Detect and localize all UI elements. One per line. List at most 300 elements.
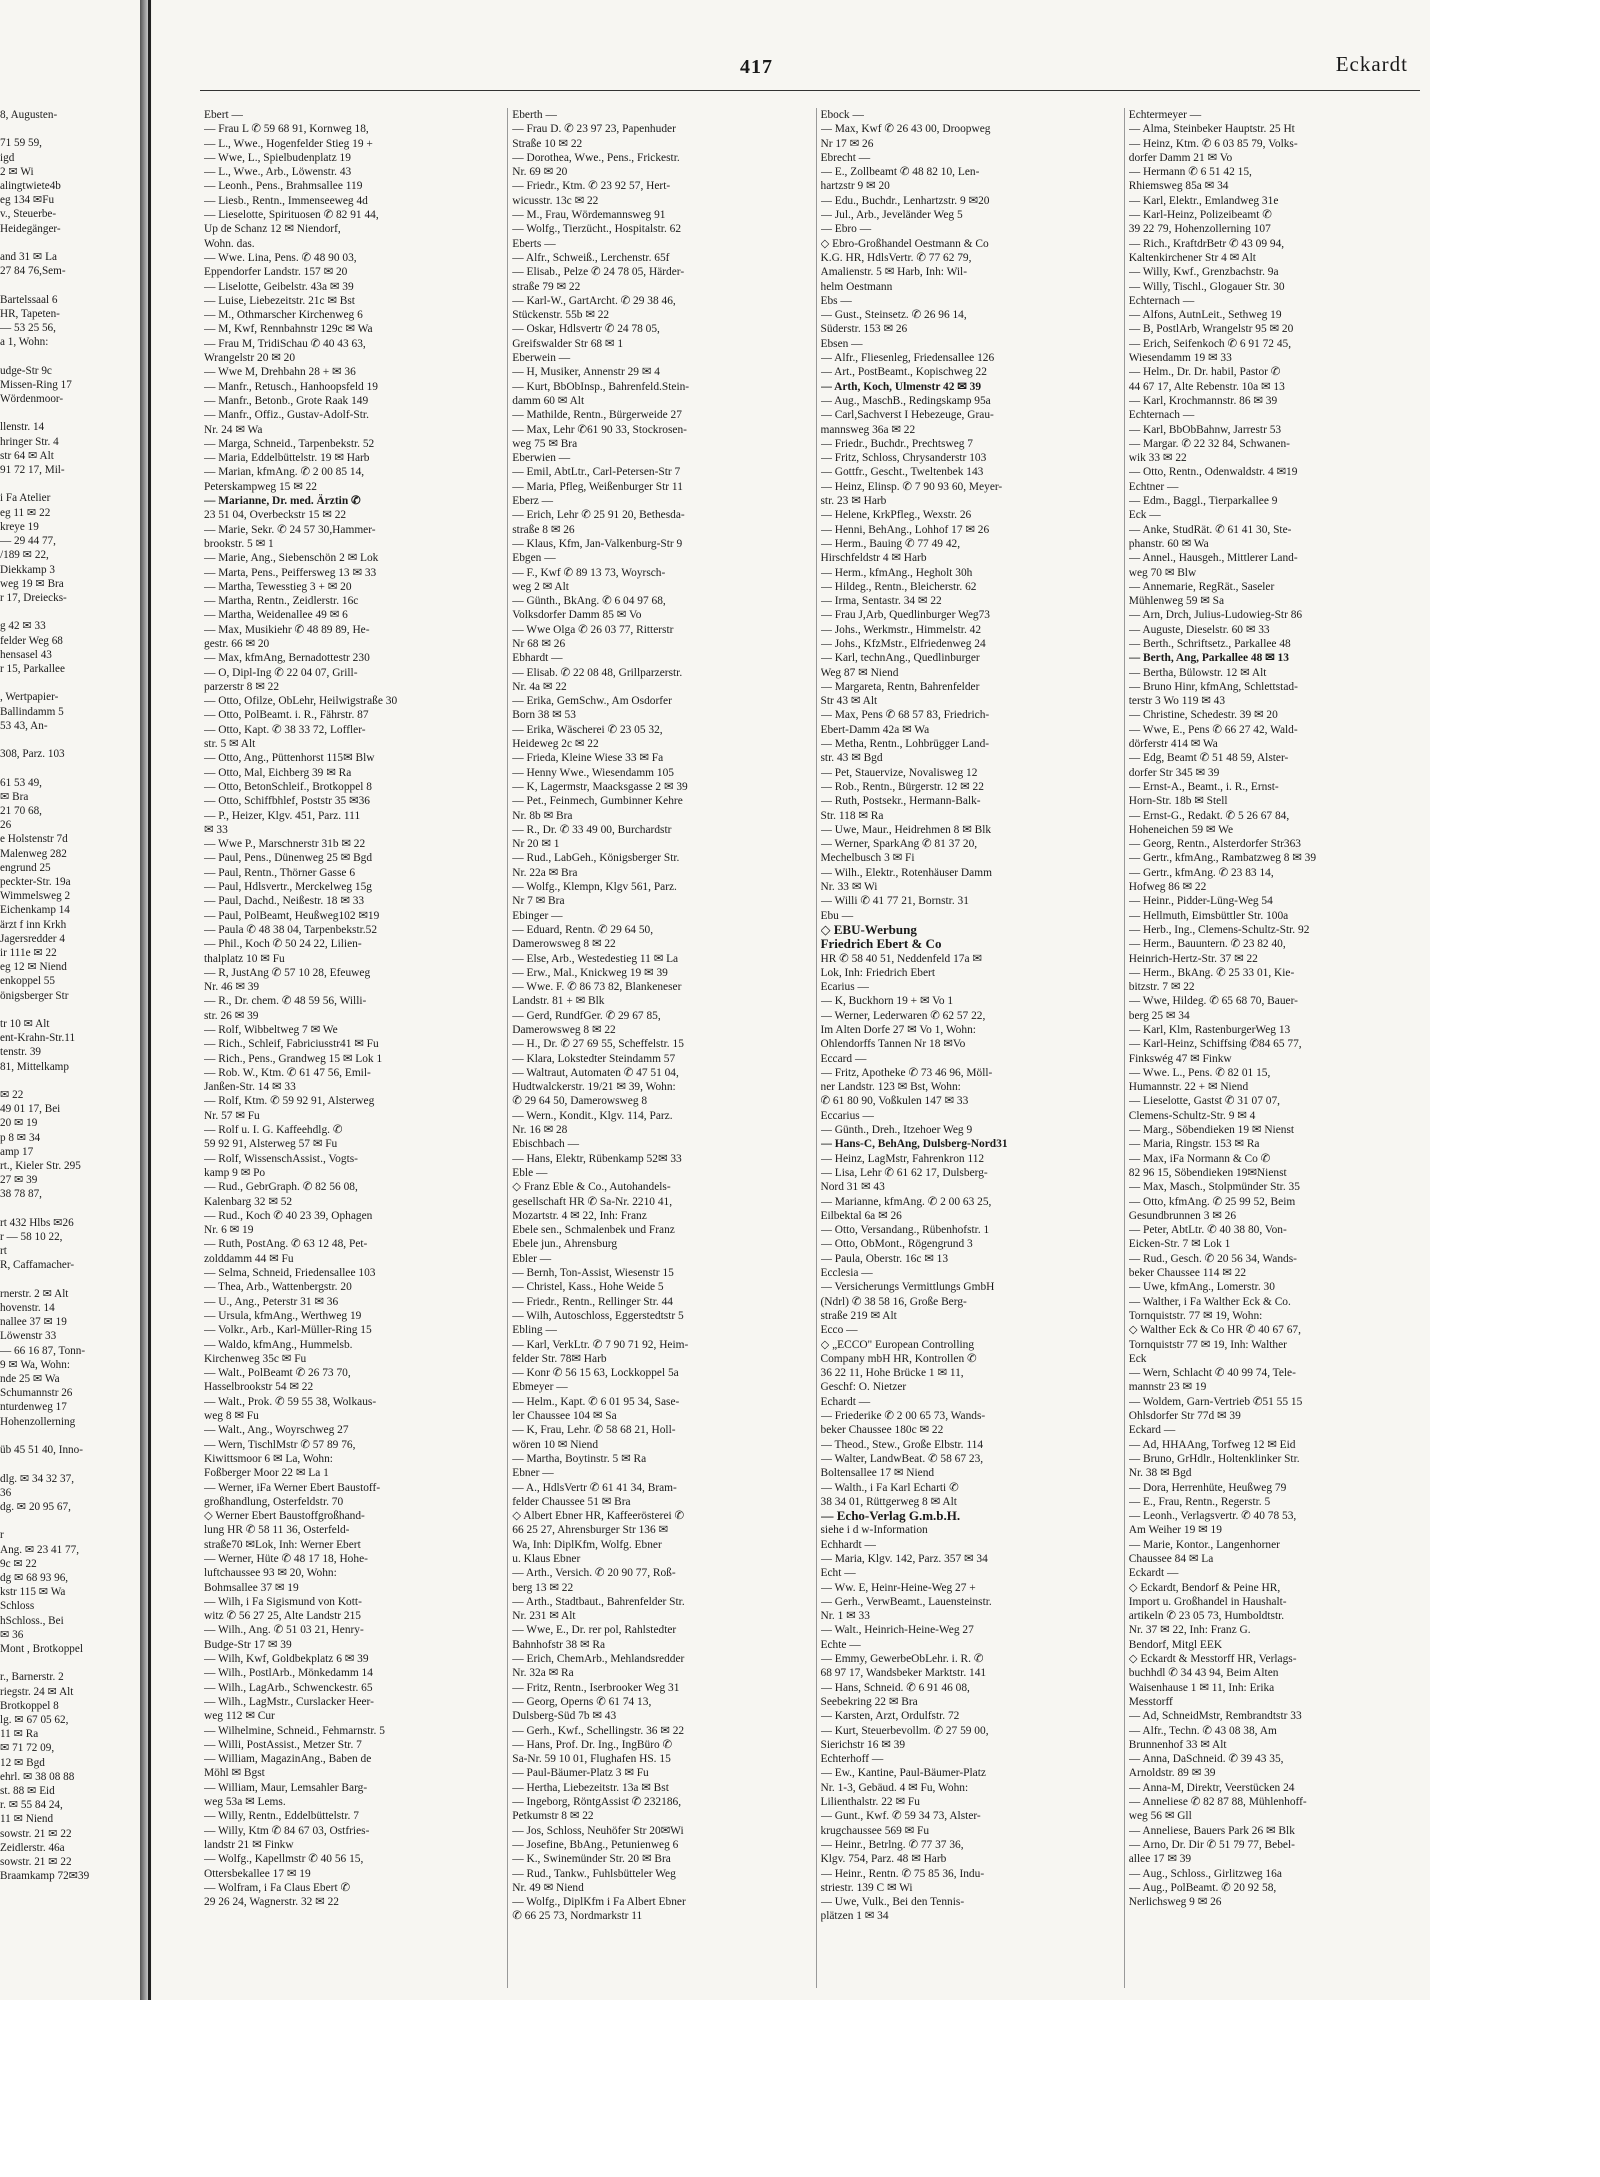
directory-entry: — Paula, Oberstr. 16c ✉ 13 <box>820 1252 949 1265</box>
directory-entry: — Thea, Arb., Wattenbergstr. 20 <box>204 1281 352 1294</box>
directory-entry: — Leonh., Pens., Brahmsallee 119 <box>204 180 363 193</box>
directory-entry: — Karl-W., GartArcht. ✆ 29 38 46, <box>512 294 676 307</box>
surname-heading: Echternach — <box>1128 294 1195 307</box>
directory-entry: — Marie, Sekr. ✆ 24 57 30,Hammer- <box>204 523 376 536</box>
prev-column-line: ehrl. ✉ 38 08 88 <box>0 1770 75 1783</box>
prev-column-line: 53 43, An- <box>0 719 48 732</box>
directory-entry: Nr. 33 ✉ Wi <box>820 881 878 894</box>
directory-entry: — Gerd, RundfGer. ✆ 29 67 85, <box>512 1009 661 1022</box>
directory-entry: — R., Dr. ✆ 33 49 00, Burchardstr <box>512 823 672 836</box>
directory-entry: — Ew., Kantine, Paul-Bäumer-Platz <box>820 1767 986 1780</box>
prev-column-line: Brotkoppel 8 <box>0 1699 59 1712</box>
directory-entry: — Rich., Pens., Grandweg 15 ✉ Lok 1 <box>204 1052 383 1065</box>
directory-entry: — Arn, Drch, Julius-Ludowieg-Str 86 <box>1128 609 1303 622</box>
directory-entry: — Ad, SchneidMstr, Rembrandtstr 33 <box>1128 1710 1302 1723</box>
directory-entry: Hoheneichen 59 ✉ We <box>1128 823 1234 836</box>
directory-entry: Stückenstr. 55b ✉ 22 <box>512 309 610 322</box>
directory-entry: — Alfr., Techn. ✆ 43 08 38, Am <box>1128 1724 1277 1737</box>
directory-entry: — Theod., Stew., Große Elbstr. 114 <box>820 1438 984 1451</box>
directory-entry: — Wwe. L., Pens. ✆ 82 01 15, <box>1128 1066 1271 1079</box>
prev-column-line: riegstr. 24 ✉ Alt <box>0 1685 74 1698</box>
directory-entry: weg 112 ✉ Cur <box>204 1710 275 1723</box>
prev-column-line: nallee 37 ✉ 19 <box>0 1316 67 1329</box>
directory-entry: — Johs., KfzMstr., Elfriedenweg 24 <box>820 637 986 650</box>
directory-entry: — Arth, Koch, Ulmenstr 42 ✉ 39 <box>820 380 982 393</box>
directory-entry: Damerowsweg 8 ✉ 22 <box>512 938 616 951</box>
directory-entry: Messtorff <box>1128 1695 1173 1708</box>
directory-entry: — Manfr., Retusch., Hanhoopsfeld 19 <box>204 380 378 393</box>
prev-column-line: kstr 115 ✉ Wa <box>0 1586 66 1599</box>
prev-column-line: önigsberger Str <box>0 989 69 1002</box>
directory-entry: — Wern., Kondit., Klgv. 114, Parz. <box>512 1109 673 1122</box>
directory-entry: Finkswég 47 ✉ Finkw <box>1128 1052 1232 1065</box>
surname-heading: Ecclesia — <box>820 1267 873 1280</box>
directory-entry: ◇ Eckardt & Messtorff HR, Verlags- <box>1128 1653 1297 1666</box>
directory-entry: — Max, Lehr ✆61 90 33, Stockrosen- <box>512 423 687 436</box>
directory-entry: — Herm., BkAng. ✆ 25 33 01, Kie- <box>1128 966 1295 979</box>
directory-entry: — Otto, Kapt. ✆ 38 33 72, Loffler- <box>204 723 366 736</box>
directory-entry: Geschf: O. Nietzer <box>820 1381 907 1394</box>
directory-entry: — Wilh., Elektr., Rotenhäuser Damm <box>820 866 992 879</box>
directory-entry: u. Klaus Ebner <box>512 1552 581 1565</box>
directory-entry: — Wern, Schlacht ✆ 40 99 74, Tele- <box>1128 1367 1296 1380</box>
directory-entry: Wa, Inh: DiplKfm, Wolfg. Ebner <box>512 1538 662 1551</box>
prev-column-line: 27 84 76,Sem- <box>0 265 66 278</box>
prev-column-line <box>0 676 138 690</box>
directory-entry: Weg 87 ✉ Niend <box>820 666 899 679</box>
prev-column-line: eg 11 ✉ 22 <box>0 506 51 519</box>
directory-entry: — Johs., Werkmstr., Himmelstr. 42 <box>820 623 982 636</box>
directory-entry: — Günth., BkAng. ✆ 6 04 97 68, <box>512 595 666 608</box>
directory-entry: (Ndrl) ✆ 38 58 16, Große Berg- <box>820 1295 967 1308</box>
directory-entry: — Gerh., Kwf., Schellingstr. 36 ✉ 22 <box>512 1724 685 1737</box>
directory-entry: Sierichstr 16 ✉ 39 <box>820 1738 906 1751</box>
directory-entry: str. 23 ✉ Harb <box>820 495 887 508</box>
surname-heading: Ebock — <box>820 109 864 121</box>
directory-entry: — Rolf, Ktm. ✆ 59 92 91, Alsterweg <box>204 1095 375 1108</box>
prev-column-line: g 42 ✉ 33 <box>0 620 46 633</box>
directory-entry: — Wwe, E., Pens ✆ 66 27 42, Wald- <box>1128 723 1298 736</box>
directory-entry: Budge-Str 17 ✉ 39 <box>204 1638 292 1651</box>
directory-entry: — Karl-Heinz, Schiffsing ✆84 65 77, <box>1128 1038 1302 1051</box>
surname-heading: Ebmeyer — <box>512 1381 568 1394</box>
prev-column-line: üb 45 51 40, Inno- <box>0 1444 83 1457</box>
directory-entry: — Paul, Pens., Dünenweg 25 ✉ Bgd <box>204 852 373 865</box>
directory-entry: — Frau J,Arb, Quedlinburger Weg73 <box>820 609 990 622</box>
directory-entry: — Bernh, Ton-Assist, Wiesenstr 15 <box>512 1267 674 1280</box>
directory-entry: ✆ 29 64 50, Damerowsweg 8 <box>512 1095 648 1108</box>
prev-column-line: 2 ✉ Wi <box>0 165 34 178</box>
prev-column-line: 8, Augusten- <box>0 109 58 121</box>
directory-entry: — Ursula, kfmAng., Werthweg 19 <box>204 1309 362 1322</box>
directory-entry: Kirchenweg 35c ✉ Fu <box>204 1352 307 1365</box>
directory-entry: — Wilh., LagMstr., Curslacker Heer- <box>204 1695 374 1708</box>
directory-entry: Tornquiststr. 77 ✉ 19, Wohn: <box>1128 1309 1263 1322</box>
prev-column-line: hovenstr. 14 <box>0 1302 55 1315</box>
prev-column-line <box>0 733 138 747</box>
directory-entry: — K, Buckhorn 19 + ✉ Vo 1 <box>820 995 954 1008</box>
prev-column-line: r., Barnerstr. 2 <box>0 1671 64 1684</box>
directory-entry: — Wwe, L., Spielbudenplatz 19 <box>204 151 351 164</box>
directory-entry: Wohn. das. <box>204 237 255 250</box>
directory-entry: Volksdorfer Damm 85 ✉ Vo <box>512 609 642 622</box>
directory-entry: Str. 118 ✉ Ra <box>820 809 884 822</box>
prev-column-line: amp 17 <box>0 1145 34 1158</box>
directory-entry: Boltensallee 17 ✉ Niend <box>820 1467 935 1480</box>
prev-column-line: Wördenmoor- <box>0 393 64 406</box>
directory-entry: — William, Maur, Lemsahler Barg- <box>204 1781 368 1794</box>
directory-entry: — Anneliese, Bauers Park 26 ✉ Blk <box>1128 1824 1295 1837</box>
directory-entry: — Rolf u. I. G. Kaffeehdlg. ✆ <box>204 1124 343 1137</box>
directory-entry: — Phil., Koch ✆ 50 24 22, Lilien- <box>204 938 362 951</box>
prev-column-line: ✉ 36 <box>0 1628 24 1641</box>
prev-column-line: — 66 16 87, Tonn- <box>0 1344 86 1357</box>
directory-entry: Wiesendamm 19 ✉ 33 <box>1128 352 1232 365</box>
surname-heading: Ebhardt — <box>512 652 563 665</box>
prev-column-line: hringer Str. 4 <box>0 435 59 448</box>
directory-entry: — Fritz, Apotheke ✆ 73 46 96, Möll- <box>820 1066 993 1079</box>
directory-entry: — Ruth, Postsekr., Hermann-Balk- <box>820 795 981 808</box>
prev-column-line: rnerstr. 2 ✉ Alt <box>0 1287 69 1300</box>
directory-entry: — Hertha, Liebezeitstr. 13a ✉ Bst <box>512 1781 669 1794</box>
directory-entry: — Marta, Pens., Peiffersweg 13 ✉ 33 <box>204 566 377 579</box>
surname-heading: Ebsen — <box>820 337 863 350</box>
directory-entry: — Pet., Feinmech, Gumbinner Kehre <box>512 795 683 808</box>
prev-column-line: Zeidlerstr. 46a <box>0 1841 65 1854</box>
directory-entry: Eicken-Str. 7 ✉ Lok 1 <box>1128 1238 1231 1251</box>
directory-entry: Arnoldstr. 89 ✉ 39 <box>1128 1767 1216 1780</box>
directory-entry: — M., Frau, Wördemannsweg 91 <box>512 209 666 222</box>
directory-entry: Ebele sen., Schmalenbek und Franz <box>512 1224 675 1237</box>
directory-entry: weg 70 ✉ Blw <box>1128 566 1197 579</box>
prev-column-line <box>0 1202 138 1216</box>
surname-heading: Eberwien — <box>512 452 571 465</box>
prev-column-line: dg ✉ 68 93 96, <box>0 1571 69 1584</box>
prev-column-line: rt., Kieler Str. 295 <box>0 1160 81 1173</box>
directory-entry: — Hermann ✆ 6 51 42 15, <box>1128 166 1252 179</box>
directory-entry: — K, Frau, Lehr. ✆ 58 68 21, Holl- <box>512 1424 676 1437</box>
directory-entry: — Marie, Ang., Siebenschön 2 ✉ Lok <box>204 552 379 565</box>
prev-column-line: r — 58 10 22, <box>0 1231 63 1244</box>
directory-entry: — Kurt, BbObInsp., Bahrenfeld.Stein- <box>512 380 690 393</box>
directory-entry: 36 22 11, Hohe Brücke 1 ✉ 11, <box>820 1367 964 1380</box>
directory-entry: str. 26 ✉ 39 <box>204 1009 259 1022</box>
directory-entry: Waisenhause 1 ✉ 11, Inh: Erika <box>1128 1681 1275 1694</box>
directory-entry: — Wwe, E., Dr. rer pol, Rahlstedter <box>512 1624 677 1637</box>
directory-entry: — Arth., Versich. ✆ 20 90 77, Roß- <box>512 1567 676 1580</box>
directory-entry: — Herb., Ing., Clemens-Schultz-Str. 92 <box>1128 923 1310 936</box>
directory-entry: 66 25 27, Ahrensburger Str 136 ✉ <box>512 1524 669 1537</box>
directory-entry: — Gertr., kfmAng. ✆ 23 83 14, <box>1128 866 1274 879</box>
directory-entry: Janßen-Str. 14 ✉ 33 <box>204 1081 296 1094</box>
directory-entry: — Heinz, Elinsp. ✆ 7 90 93 60, Meyer- <box>820 480 1003 493</box>
directory-entry: — Elisab. ✆ 22 08 48, Grillparzerstr. <box>512 666 683 679</box>
directory-entry: weg 53a ✉ Lems. <box>204 1796 286 1809</box>
prev-column-line: eg 134 ✉Fu <box>0 194 55 207</box>
directory-entry: Seebekring 22 ✉ Bra <box>820 1695 918 1708</box>
directory-entry: — Henni, BehAng., Lohhof 17 ✉ 26 <box>820 523 990 536</box>
directory-entry: Landstr. 81 + ✉ Blk <box>512 995 605 1008</box>
directory-entry: Petkumstr 8 ✉ 22 <box>512 1810 594 1823</box>
prev-column-line: 21 70 68, <box>0 804 42 817</box>
directory-entry: beker Chaussee 180c ✉ 22 <box>820 1424 944 1437</box>
directory-entry: straße 8 ✉ 26 <box>512 523 575 536</box>
prev-column-line: 38 78 87, <box>0 1188 42 1201</box>
directory-entry: — Georg, Rentn., Alsterdorfer Str363 <box>1128 838 1301 851</box>
directory-entry: — Frieda, Kleine Wiese 33 ✉ Fa <box>512 752 664 765</box>
directory-entry: — Irma, Sentastr. 34 ✉ 22 <box>820 595 942 608</box>
prev-column-line: sowstr. 21 ✉ 22 <box>0 1827 72 1840</box>
prev-column-line: Bartelssaal 6 <box>0 293 58 306</box>
directory-entry: — Ad, HHAAng, Torfweg 12 ✉ Eid <box>1128 1438 1296 1451</box>
directory-entry: Ohlendorffs Tannen Nr 18 ✉Vo <box>820 1038 966 1051</box>
prev-column-line <box>0 605 138 619</box>
header-rule <box>200 90 1420 91</box>
prev-column-line: dlg. ✉ 34 32 37, <box>0 1472 75 1485</box>
directory-entry: — Heinz, Ktm. ✆ 6 03 85 79, Volks- <box>1128 137 1298 150</box>
directory-entry: — Woldem, Garn-Vertrieb ✆51 55 15 <box>1128 1395 1303 1408</box>
directory-entry: Nord 31 ✉ 43 <box>820 1181 885 1194</box>
directory-entry: — Else, Arb., Westedestieg 11 ✉ La <box>512 952 679 965</box>
prev-column-line: 9 ✉ Wa, Wohn: <box>0 1358 70 1371</box>
directory-entry: — Henny Wwe., Wiesendamm 105 <box>512 766 674 779</box>
directory-entry: — Wilh, i Fa Sigismund von Kott- <box>204 1595 362 1608</box>
directory-entry: felder Chaussee 51 ✉ Bra <box>512 1495 631 1508</box>
directory-entry: Horn-Str. 18b ✉ Stell <box>1128 795 1228 808</box>
directory-entry: Foßberger Moor 22 ✉ La 1 <box>204 1467 329 1480</box>
prev-column-line <box>0 278 138 292</box>
surname-heading: Eccarius — <box>820 1109 874 1122</box>
prev-column-line: Ang. ✉ 23 41 77, <box>0 1543 79 1556</box>
directory-entry: 38 34 01, Rüttgerweg 8 ✉ Alt <box>820 1495 957 1508</box>
directory-entry: Born 38 ✉ 53 <box>512 709 576 722</box>
directory-entry: Eck <box>1128 1352 1147 1365</box>
directory-entry: — Aug., Schloss., Girlitzweg 16a <box>1128 1867 1282 1880</box>
directory-entry: — Ebro — <box>820 223 872 236</box>
directory-entry: — Bruno, GrHdlr., Holtenklinker Str. <box>1128 1452 1300 1465</box>
directory-entry: Heideweg 2c ✉ 22 <box>512 738 599 751</box>
prev-column-line <box>0 1074 138 1088</box>
directory-entry: — Ingeborg, RöntgAssist ✆ 232186, <box>512 1796 682 1809</box>
prev-column-line: tenstr. 39 <box>0 1046 42 1059</box>
directory-entry: — F., Kwf ✆ 89 13 73, Woyrsch- <box>512 566 666 579</box>
directory-entry: — Frau L ✆ 59 68 91, Kornweg 18, <box>204 123 369 136</box>
directory-entry: — Karl, Klm, RastenburgerWeg 13 <box>1128 1024 1291 1036</box>
directory-entry: Nr. 16 ✉ 28 <box>512 1124 568 1137</box>
directory-entry: — Rud., LabGeh., Königsberger Str. <box>512 852 680 865</box>
directory-entry: — Rud., Koch ✆ 40 23 39, Ophagen <box>204 1209 373 1222</box>
directory-entry: — Willy, Tischl., Glogauer Str. 30 <box>1128 280 1285 293</box>
directory-entry: — Max, kfmAng, Bernadottestr 230 <box>204 652 370 665</box>
directory-entry: Kiwittsmoor 6 ✉ La, Wohn: <box>204 1452 333 1465</box>
surname-heading: Echterhoff — <box>820 1753 884 1766</box>
directory-entry: 29 26 24, Wagnerstr. 32 ✉ 22 <box>204 1896 339 1909</box>
prev-column-line: — 29 44 77, <box>0 535 56 548</box>
directory-entry: — P., Heizer, Klgv. 451, Parz. 111 <box>204 809 361 822</box>
directory-entry: — Arth., Stadtbaut., Bahrenfelder Str. <box>512 1595 685 1608</box>
directory-entry: kamp 9 ✉ Po <box>204 1166 266 1179</box>
directory-entry: — Manfr., Offiz., Gustav-Adolf-Str. <box>204 409 369 422</box>
directory-entry: — B, PostlArb, Wrangelstr 95 ✉ 20 <box>1128 323 1294 336</box>
directory-entry: striestr. 139 C ✉ Wi <box>820 1881 913 1894</box>
directory-entry: — Paula ✆ 48 38 04, Tarpenbekstr.52 <box>204 923 378 936</box>
directory-entry: — Anke, StudRät. ✆ 61 41 30, Ste- <box>1128 523 1292 536</box>
directory-entry: dorfer Str 345 ✉ 39 <box>1128 766 1220 779</box>
directory-entry: beker Chaussee 114 ✉ 22 <box>1128 1267 1247 1280</box>
directory-entry: — Walter, LandwBeat. ✆ 58 67 23, <box>820 1452 984 1465</box>
directory-entry: — M, Kwf, Rennbahnstr 129c ✉ Wa <box>204 323 373 336</box>
prev-column-line: p 8 ✉ 34 <box>0 1131 41 1144</box>
directory-entry: — Rich., KraftdrBetr ✆ 43 09 94, <box>1128 237 1285 250</box>
directory-entry: wik 33 ✉ 22 <box>1128 452 1187 465</box>
directory-entry: — Hans, Elektr, Rübenkamp 52✉ 33 <box>512 1152 682 1165</box>
directory-entry: — Paul-Bäumer-Platz 3 ✉ Fu <box>512 1767 649 1780</box>
prev-column-line: 20 ✉ 19 <box>0 1117 38 1130</box>
prev-column-line: v., Steuerbe- <box>0 208 57 221</box>
directory-entry: 39 22 79, Hohenzollerning 107 <box>1128 223 1271 236</box>
prev-column-line: lg. ✉ 67 05 62, <box>0 1713 69 1726</box>
directory-entry: — Helm., Kapt. ✆ 6 01 95 34, Sase- <box>512 1395 680 1408</box>
directory-entry: — O, Dipl-Ing ✆ 22 04 07, Grill- <box>204 666 358 679</box>
directory-entry: — Rud., Gesch. ✆ 20 56 34, Wands- <box>1128 1252 1297 1265</box>
directory-entry: berg 25 ✉ 34 <box>1128 1009 1190 1022</box>
prev-column-line <box>0 1656 138 1670</box>
prev-column-line: Schumannstr 26 <box>0 1387 73 1400</box>
directory-entry: gestr. 66 ✉ 20 <box>204 637 270 650</box>
prev-column-line: Mont , Brotkoppel <box>0 1642 83 1655</box>
directory-entry: — Wilh., Ang. ✆ 51 03 21, Henry- <box>204 1624 364 1637</box>
directory-entry: ◇ Ebro-Großhandel Oestmann & Co <box>820 237 989 250</box>
directory-entry: großhandlung, Osterfeldstr. 70 <box>204 1495 344 1508</box>
prev-column-line: a 1, Wohn: <box>0 336 49 349</box>
directory-entry: Nr. 24 ✉ Wa <box>204 423 263 436</box>
directory-entry: — Otto, BetonSchleif., Brotkoppel 8 <box>204 780 372 793</box>
directory-entry: — Werner, iFa Werner Ebert Baustoff- <box>204 1481 381 1494</box>
directory-entry: — Bertha, Bülowstr. 12 ✉ Alt <box>1128 666 1267 679</box>
directory-entry: — Alfr., Schweiß., Lerchenstr. 65f <box>512 251 670 264</box>
directory-entry: — Walth., i Fa Karl Echarti ✆ <box>820 1481 959 1494</box>
directory-entry: Nr. 1-3, Gebäud. 4 ✉ Fu, Wohn: <box>820 1781 969 1794</box>
prev-column-line: hensasel 43 <box>0 648 52 661</box>
directory-entry: Humannstr. 22 + ✉ Niend <box>1128 1081 1249 1094</box>
prev-column-line: ent-Krahn-Str.11 <box>0 1032 76 1045</box>
surname-heading: Eble — <box>512 1166 548 1179</box>
directory-entry: — Frau D. ✆ 23 97 23, Papenhuder <box>512 123 676 136</box>
prev-column-line: felder Weg 68 <box>0 634 63 647</box>
directory-entry: — E., Zollbeamt ✆ 48 82 10, Len- <box>820 166 980 179</box>
directory-entry: — Marianne, Dr. med. Ärztin ✆ <box>204 495 361 508</box>
directory-entry: 44 67 17, Alte Rebenstr. 10a ✉ 13 <box>1128 380 1285 393</box>
prev-column-line: nturdenweg 17 <box>0 1401 67 1414</box>
directory-entry: — Martha, Tewesstieg 3 + ✉ 20 <box>204 580 352 593</box>
prev-column-line: rt 432 Hlbs ✉26 <box>0 1216 74 1229</box>
surname-heading: Ebrecht — <box>820 151 871 164</box>
directory-entry: 68 97 17, Wandsbeker Marktstr. 141 <box>820 1667 987 1680</box>
directory-entry: parzerstr 8 ✉ 22 <box>204 680 280 693</box>
directory-column-1 <box>204 108 497 1988</box>
directory-entry: — Emil, AbtLtr., Carl-Petersen-Str 7 <box>512 466 681 479</box>
directory-entry: — A., HdlsVertr ✆ 61 41 34, Bram- <box>512 1481 677 1494</box>
directory-entry: luftchaussee 93 ✉ 20, Wohn: <box>204 1567 337 1580</box>
directory-entry: — Heinr., Rentn. ✆ 75 85 36, Indu- <box>820 1867 985 1880</box>
directory-entry: lung HR ✆ 58 11 36, Osterfeld- <box>204 1524 350 1537</box>
directory-entry: — Werner, Lederwaren ✆ 62 57 22, <box>820 1009 986 1022</box>
prev-column-line: engrund 25 <box>0 861 51 874</box>
directory-entry: — Otto, kfmAng. ✆ 25 99 52, Beim <box>1128 1195 1296 1208</box>
directory-entry: — Willi ✆ 41 77 21, Bornstr. 31 <box>820 895 969 908</box>
prev-column-line: Braamkamp 72✉39 <box>0 1870 90 1883</box>
prev-column-line: Wimmelsweg 2 <box>0 890 71 903</box>
directory-entry: — Lieselotte, Gastst ✆ 31 07 07, <box>1128 1095 1281 1108</box>
directory-entry: — Kurt, Steuerbevollm. ✆ 27 59 00, <box>820 1724 989 1737</box>
prev-column-line: 49 01 17, Bei <box>0 1103 61 1116</box>
directory-entry: Rhiemsweg 85a ✉ 34 <box>1128 180 1229 193</box>
directory-entry: weg 75 ✉ Bra <box>512 437 578 450</box>
directory-entry: — Luise, Liebezeitstr. 21c ✉ Bst <box>204 294 355 307</box>
directory-entry: — Anneliese ✆ 82 87 88, Mühlenhoff- <box>1128 1796 1307 1809</box>
previous-page-column-fragment <box>0 108 138 1988</box>
directory-entry: — Berth., Schriftsetz., Parkallee 48 <box>1128 637 1291 650</box>
surname-heading: Eberts — <box>512 237 556 250</box>
directory-entry: — Georg, Operns ✆ 61 74 13, <box>512 1695 652 1708</box>
prev-column-line: Ballindamm 5 <box>0 705 64 718</box>
book-gutter-line <box>148 0 151 2000</box>
surname-heading: Eccard — <box>820 1052 867 1065</box>
surname-heading: Ebling — <box>512 1324 557 1337</box>
surname-heading: Eck — <box>1128 509 1161 522</box>
prev-column-line: r 17, Dreiecks- <box>0 591 67 604</box>
directory-entry: 82 96 15, Söbendieken 19✉Nienst <box>1128 1166 1287 1179</box>
directory-entry: Nr. 49 ✉ Niend <box>512 1881 584 1894</box>
directory-entry: — Heinr., Pidder-Lüng-Weg 54 <box>1128 895 1273 908</box>
prev-column-line: Missen-Ring 17 <box>0 378 72 391</box>
directory-entry: — Erw., Mal., Knickweg 19 ✉ 39 <box>512 966 668 979</box>
prev-column-line: st. 88 ✉ Eid <box>0 1784 55 1797</box>
directory-entry: Nr. 1 ✉ 33 <box>820 1610 870 1623</box>
directory-entry: Mechelbusch 3 ✉ Fi <box>820 852 915 865</box>
directory-entry: Hudtwalckerstr. 19/21 ✉ 39, Wohn: <box>512 1081 676 1094</box>
directory-entry: — Liesb., Rentn., Immenseeweg 4d <box>204 194 368 207</box>
directory-entry: — Pet, Stauervize, Novalisweg 12 <box>820 766 978 779</box>
prev-column-line: Jagersredder 4 <box>0 932 65 945</box>
directory-entry: — Wolfram, i Fa Claus Ebert ✆ <box>204 1881 351 1894</box>
directory-entry: Nr. 37 ✉ 22, Inh: Franz G. <box>1128 1624 1251 1637</box>
directory-entry: brookstr. 5 ✉ 1 <box>204 537 274 550</box>
prev-column-line: R, Caffamacher- <box>0 1259 75 1272</box>
directory-entry: — Otto, Ofilze, ObLehr, Heilwigstraße 30 <box>204 695 398 708</box>
directory-entry: Nr. 4a ✉ 22 <box>512 680 567 693</box>
directory-entry: — Otto, PolBeamt. i. R., Fährstr. 87 <box>204 709 369 722</box>
directory-entry: — Art., PostBeamt., Kopischweg 22 <box>820 366 987 379</box>
prev-column-line: i Fa Atelier <box>0 492 51 505</box>
prev-column-line: ir 111e ✉ 22 <box>0 946 57 959</box>
directory-entry: — Annemarie, RegRät., Saseler <box>1128 580 1275 593</box>
directory-entry: — Margareta, Rentn, Bahrenfelder <box>820 680 980 693</box>
directory-entry: — Werner, SparkAng ✆ 81 37 20, <box>820 838 978 851</box>
directory-entry: — L., Wwe., Hogenfelder Stieg 19 + <box>204 137 373 150</box>
directory-entry: — Willi, PostAssist., Metzer Str. 7 <box>204 1738 362 1751</box>
prev-column-line: hSchloss., Bei <box>0 1614 64 1627</box>
directory-entry: Nr. 8b ✉ Bra <box>512 809 573 822</box>
directory-entry: — Alma, Steinbeker Hauptstr. 25 Ht <box>1128 123 1295 136</box>
directory-entry: dorfer Damm 21 ✉ Vo <box>1128 151 1233 164</box>
directory-entry: ◇ Eckardt, Bendorf & Peine HR, <box>1128 1581 1281 1594</box>
surname-heading: Ebischbach — <box>512 1138 579 1151</box>
directory-entry: — Max, Musikiehr ✆ 48 89 89, He- <box>204 623 370 636</box>
directory-entry: thalplatz 10 ✉ Fu <box>204 952 285 965</box>
surname-heading: Ebner — <box>512 1467 554 1480</box>
directory-entry: — Edu., Buchdr., Lenhartzstr. 9 ✉20 <box>820 194 990 207</box>
